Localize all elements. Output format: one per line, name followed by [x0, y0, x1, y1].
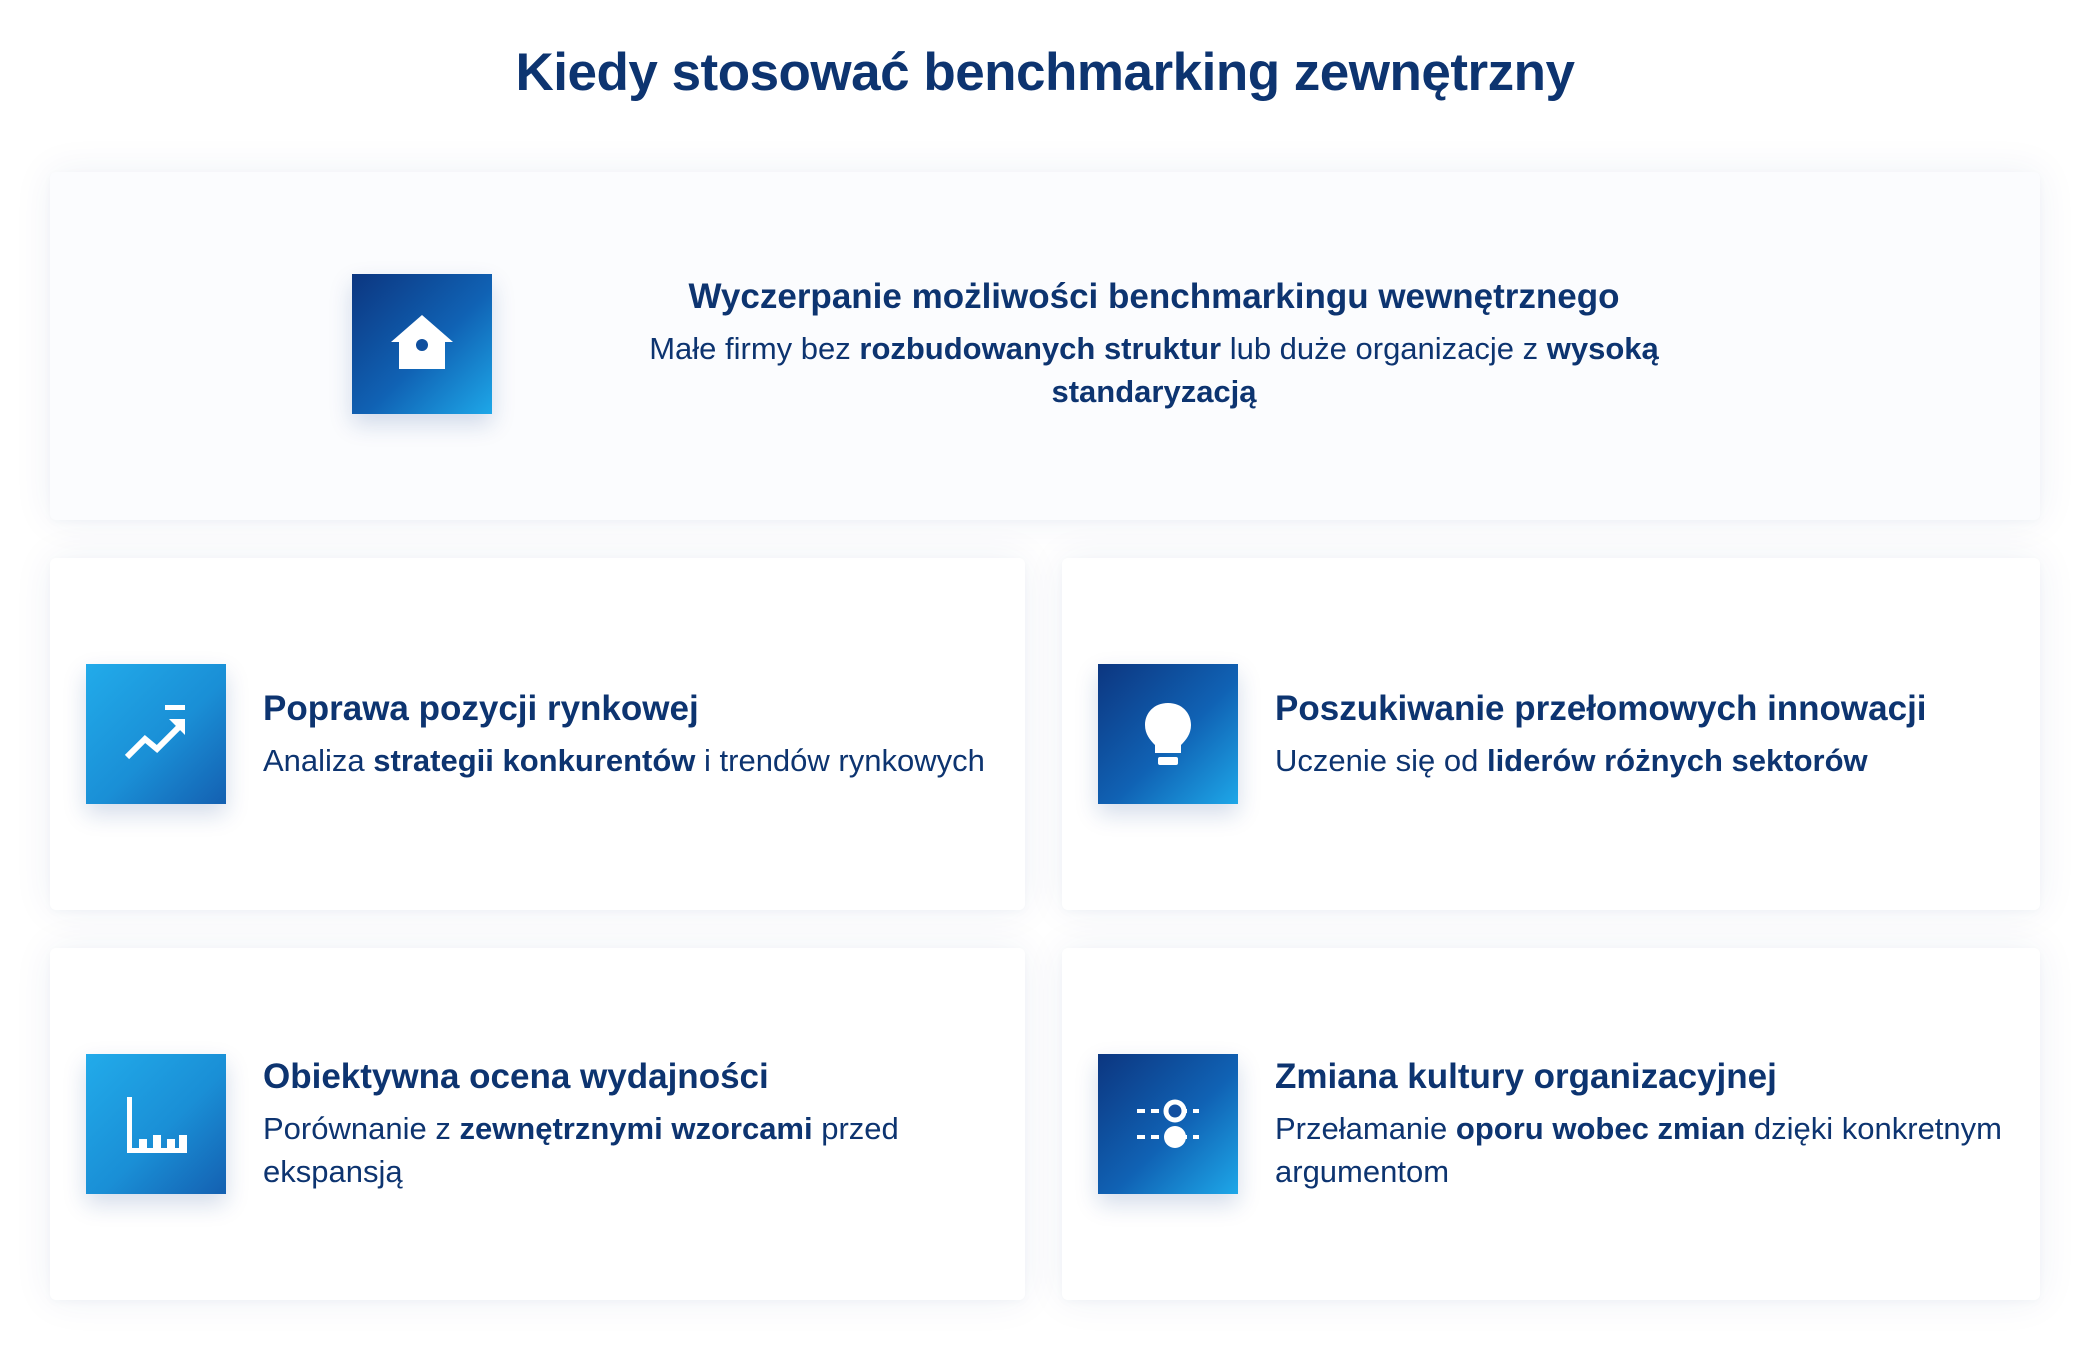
lightbulb-icon [1098, 664, 1238, 804]
emphasis-text: zewnętrznymi wzorcami [459, 1111, 813, 1146]
description-text: Analiza [263, 742, 374, 778]
emphasis-text: oporu wobec zmian [1455, 1111, 1746, 1146]
emphasis-text: wysoką standaryzacją [1051, 331, 1659, 409]
card-title: Zmiana kultury organizacyjnej [1275, 1057, 1777, 1096]
description-text: Małe firmy bez [649, 331, 860, 366]
bar-chart-icon [86, 1054, 226, 1194]
house-icon [352, 274, 492, 414]
description-text: przed ekspansją [263, 1111, 899, 1189]
card-description [1275, 1107, 2018, 1193]
card-market-position [50, 558, 1025, 910]
card-description [1275, 739, 2018, 782]
emphasis-text: strategii konkurentów [373, 742, 696, 778]
card-title: Obiektywna ocena wydajności [263, 1057, 769, 1096]
card-title: Poprawa pozycji rynkowej [263, 688, 699, 728]
card-performance [50, 948, 1025, 1300]
card-description [556, 327, 1752, 413]
page-title: Kiedy stosować benchmarking zewnętrzny [515, 43, 1575, 102]
card-culture-change [1062, 948, 2040, 1300]
sliders-icon [1098, 1054, 1238, 1194]
description-text: dzięki konkretnym argumentom [1275, 1111, 2002, 1189]
card-title: Wyczerpanie możliwości benchmarkingu wewnętrznego [688, 277, 1620, 316]
card-title: Poszukiwanie przełomowych innowacji [1275, 688, 1927, 728]
card-description [263, 739, 986, 782]
card-description [263, 1107, 986, 1193]
trend-up-icon [86, 664, 226, 804]
card-internal-exhaustion [50, 172, 2040, 520]
description-text: Porównanie z [263, 1111, 460, 1146]
card-innovation [1062, 558, 2040, 910]
emphasis-text: liderów różnych sektorów [1486, 742, 1868, 778]
description-text: Przełamanie [1275, 1111, 1456, 1146]
description-text: lub duże organizacje z [1221, 331, 1547, 366]
description-text: i trendów rynkowych [695, 742, 985, 778]
description-text: Uczenie się od [1275, 742, 1487, 778]
emphasis-text: rozbudowanych struktur [859, 331, 1222, 366]
